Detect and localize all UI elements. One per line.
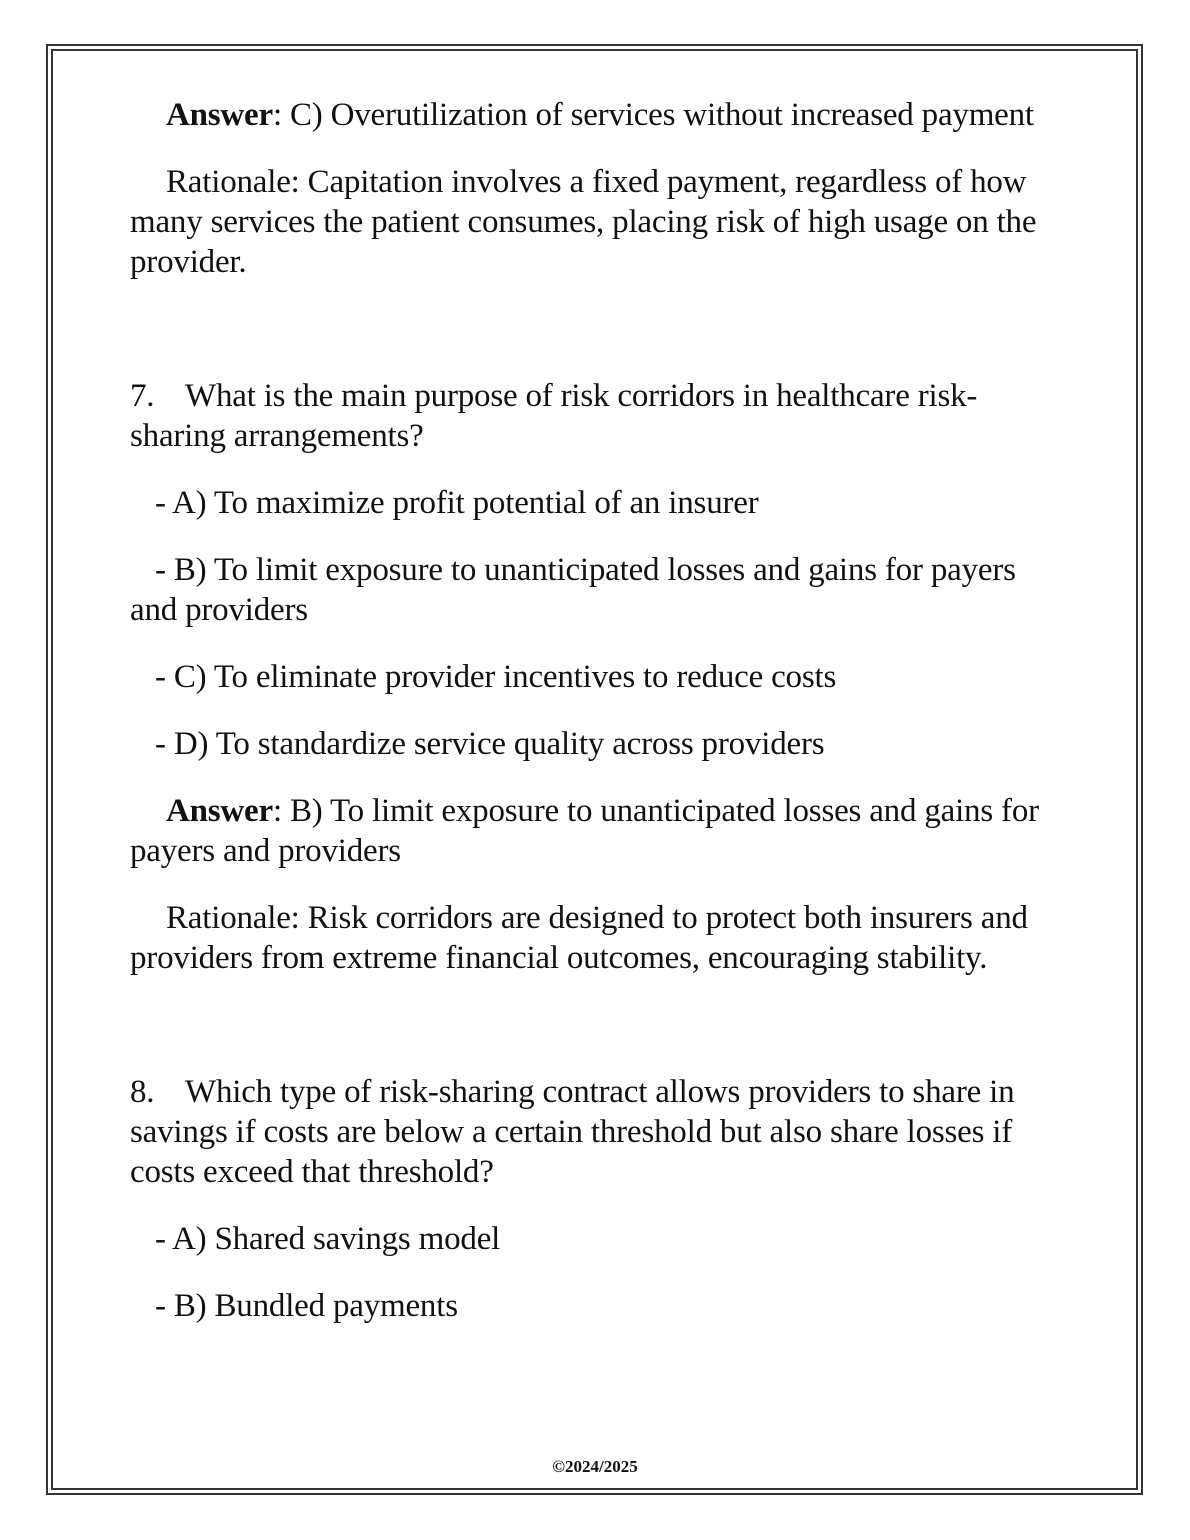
option-text: - B) To limit exposure to unanticipated losses and gains for payers and providers (130, 552, 1016, 628)
q7-option-c (130, 657, 1065, 697)
option-text: - A) Shared savings model (155, 1221, 501, 1257)
document-body (130, 95, 1065, 1326)
answer-text: : C) Overutilization of services without increased payment (272, 97, 1034, 133)
answer-label: Answer (166, 97, 273, 133)
question-number: 7. (130, 378, 155, 414)
rationale-text: Rationale: Capitation involves a fixed payment, regardless of how many services the patient consumes, placing risk of high usage on the provider. (130, 164, 1037, 280)
question-8 (130, 1072, 1065, 1192)
q7-option-b (130, 550, 1065, 630)
rationale-q7 (130, 898, 1065, 978)
option-text: - B) Bundled payments (155, 1288, 458, 1324)
question-number: 8. (130, 1074, 155, 1110)
question-text: Which type of risk-sharing contract allows providers to share in savings if costs are below a certain threshold but also share losses if costs exceed that threshold? (130, 1074, 1015, 1190)
q7-option-a (130, 483, 1065, 523)
rationale-q6 (130, 162, 1065, 282)
option-text: - C) To eliminate provider incentives to reduce costs (155, 659, 837, 695)
answer-text: : B) To limit exposure to unanticipated losses and gains for payers and providers (130, 793, 1039, 869)
option-text: - D) To standardize service quality across providers (155, 726, 825, 762)
answer-q6 (130, 95, 1065, 135)
rationale-text: Rationale: Risk corridors are designed to protect both insurers and providers from extreme financial outcomes, encouraging stability. (130, 900, 1028, 976)
option-text: - A) To maximize profit potential of an insurer (155, 485, 759, 521)
answer-label: Answer (166, 793, 273, 829)
q7-option-d (130, 724, 1065, 764)
answer-q7 (130, 791, 1065, 871)
copyright-footer: ©2024/2025 (552, 1457, 638, 1476)
q8-option-a (130, 1219, 1065, 1259)
question-7 (130, 376, 1065, 456)
question-text: What is the main purpose of risk corridors in healthcare risk-sharing arrangements? (130, 378, 978, 454)
q8-option-b (130, 1286, 1065, 1326)
